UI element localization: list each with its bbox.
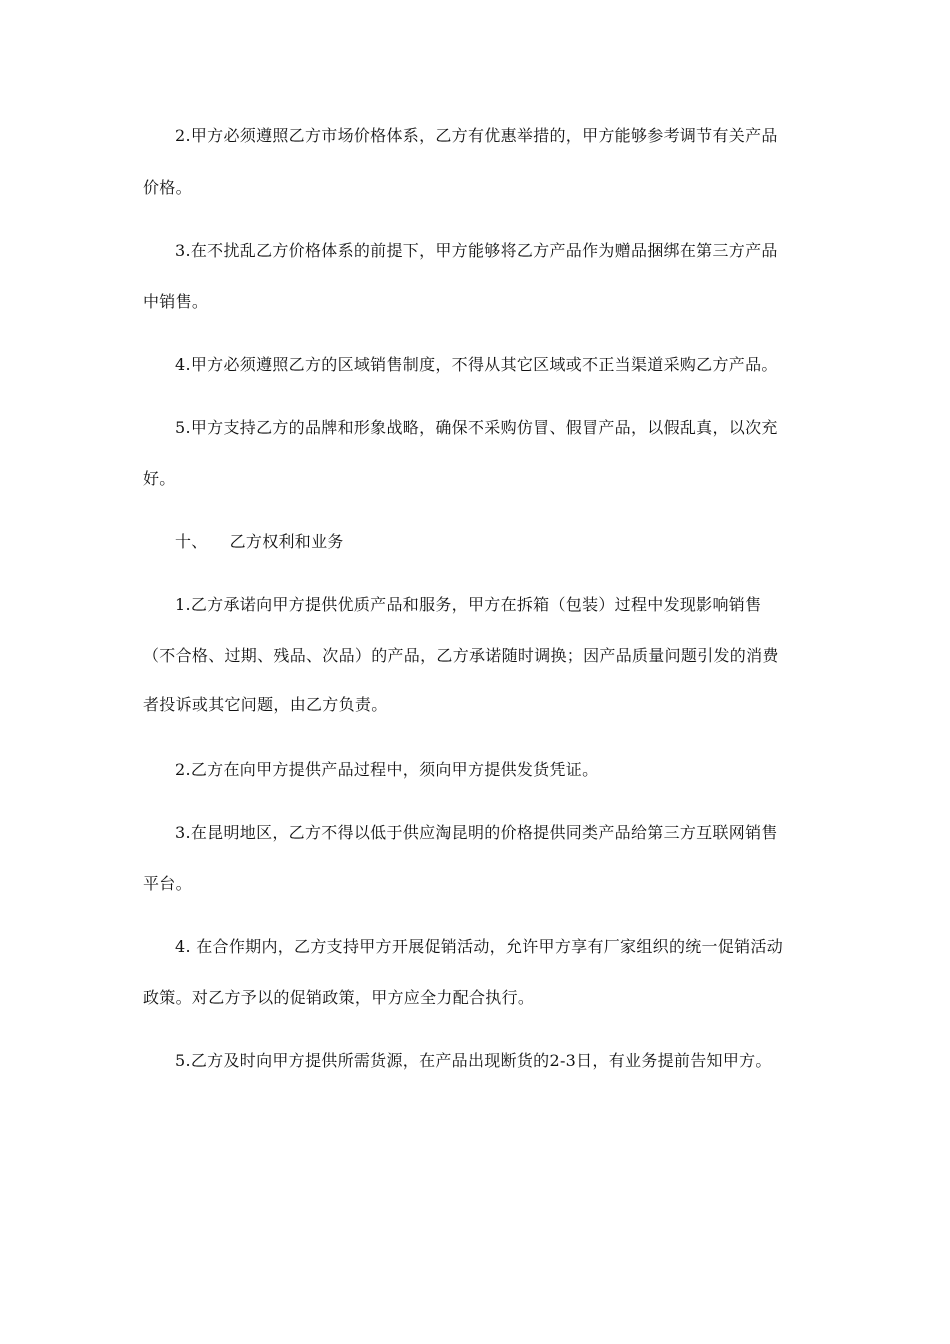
section-paragraph-1-line-1: 1.乙方承诺向甲方提供优质产品和服务，甲方在拆箱（包装）过程中发现影响销售 [175,595,762,614]
paragraph-3-line-1: 3.在不扰乱乙方价格体系的前提下，甲方能够将乙方产品作为赠品捆绑在第三方产品 [175,241,778,260]
paragraph-2-line-2: 价格。 [143,178,192,197]
paragraph-5-line-2: 好。 [143,469,176,488]
paragraph-2-line-1: 2.甲方必须遵照乙方市场价格体系，乙方有优惠举措的，甲方能够参考调节有关产品 [175,126,778,145]
section-paragraph-3-line-2: 平台。 [143,874,192,893]
section-paragraph-2-line-1: 2.乙方在向甲方提供产品过程中，须向甲方提供发货凭证。 [175,760,599,779]
section-heading-title: 乙方权利和业务 [229,532,344,551]
section-paragraph-5-line-1: 5.乙方及时向甲方提供所需货源，在产品出现断货的2-3日，有业务提前告知甲方。 [175,1051,772,1070]
section-paragraph-4-line-2: 政策。对乙方予以的促销政策，甲方应全力配合执行。 [143,988,535,1007]
section-paragraph-4-line-1: 4. 在合作期内，乙方支持甲方开展促销活动，允许甲方享有厂家组织的统一促销活动 [175,937,784,956]
section-paragraph-3-line-1: 3.在昆明地区，乙方不得以低于供应淘昆明的价格提供同类产品给第三方互联网销售 [175,823,778,842]
section-heading-number: 十、 [175,532,208,551]
section-paragraph-1-line-2: （不合格、过期、残品、次品）的产品，乙方承诺随时调换；因产品质量问题引发的消费 [143,646,779,665]
section-heading [175,532,855,552]
paragraph-3-line-2: 中销售。 [143,292,209,311]
paragraph-4-line-1: 4.甲方必须遵照乙方的区域销售制度，不得从其它区域或不正当渠道采购乙方产品。 [175,355,778,374]
section-paragraph-1-line-3: 者投诉或其它问题，由乙方负责。 [143,695,388,714]
paragraph-5-line-1: 5.甲方支持乙方的品牌和形象战略，确保不采购仿冒、假冒产品，以假乱真，以次充 [175,418,778,437]
